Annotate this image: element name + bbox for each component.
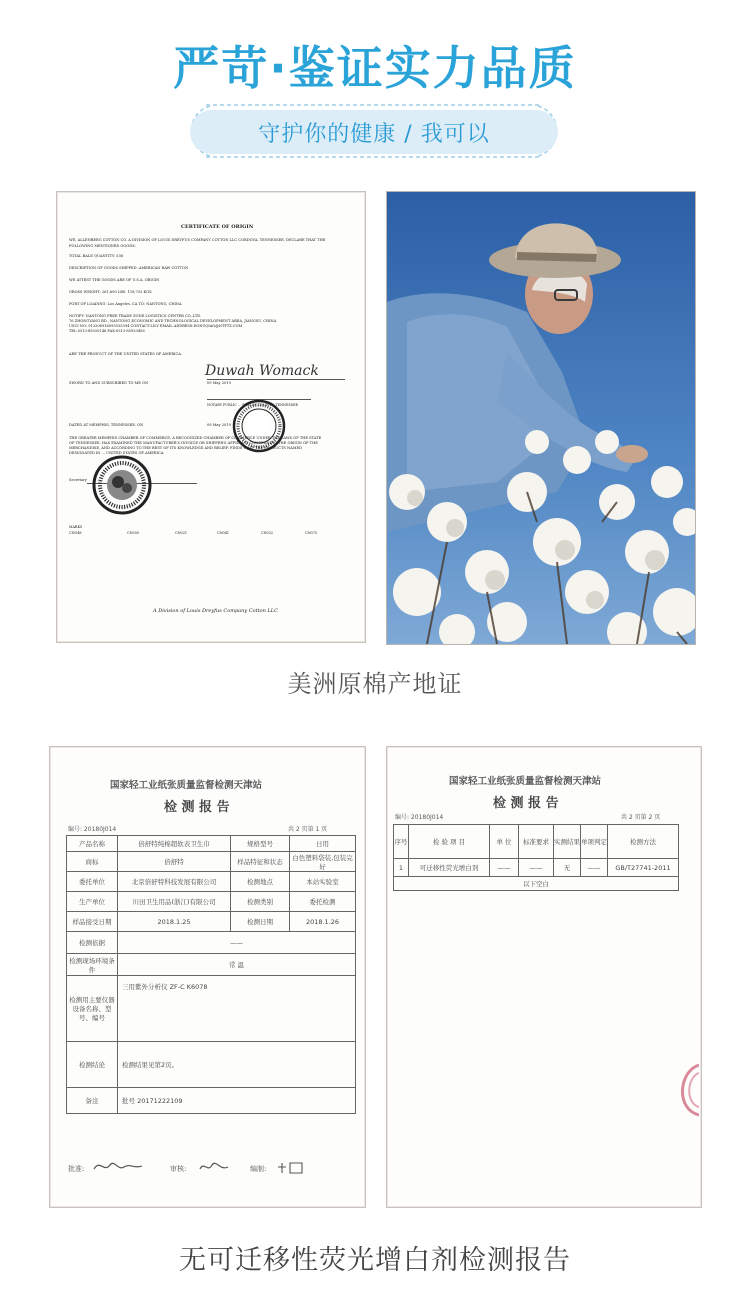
mark-code: CN075 [305, 531, 318, 535]
cert-line: PORT OF LOADING: Los Angeles, CA TO: NANTONG, CHINA [69, 302, 182, 306]
cert-line: GROSS WEIGHT: 261,690 LBS. 118,703 KGS. [69, 290, 153, 294]
cert-line: THE GREATER MEMPHIS CHAMBER OF COMMERCE, A RECOGNIZED CHAMBER OF COMMERCE UNDER THE LAWS OF THE STATE [69, 436, 322, 440]
report1-page-count: 共 2 页第 1 页 [288, 826, 328, 833]
subtitle-banner [176, 104, 572, 158]
table-header-cell: 序号 [394, 825, 409, 859]
cert-line: NOTIFY: NANTONG FREE TRADE ZONE LOGISTICS CENTER CO.,LTD. [69, 314, 202, 318]
table-row [67, 892, 356, 912]
report2-title: 检 测 报 告 [493, 796, 559, 811]
table-row [67, 954, 356, 976]
table-cell: 检测类别 [231, 892, 290, 912]
table-row [67, 932, 356, 954]
table-cell: 样品接受日期 [67, 912, 118, 932]
table-cell: 批号 20171222109 [118, 1088, 356, 1114]
test-report-page-2 [386, 746, 702, 1208]
table-header-cell: 检测方法 [608, 825, 679, 859]
certificate-footer: A Division of Louis Dreyfus Company Cotton LLC [153, 608, 278, 614]
cert-line: FOLLOWING MENTIONED GOODS: [69, 244, 136, 248]
table-cell: 检测日期 [231, 912, 290, 932]
mark-code: CNG48 [69, 531, 82, 535]
approve-label: 批准: [68, 1165, 85, 1173]
table-row [394, 877, 679, 891]
table-cell: 日用 [290, 836, 356, 852]
table-cell: —— [519, 859, 554, 877]
table-cell: 委托检测 [290, 892, 356, 912]
table-row [67, 912, 356, 932]
approver-signature [92, 1155, 144, 1177]
test-report-caption: 无可迁移性荧光增白剂检测报告 [179, 1245, 571, 1276]
cert-line: TOTAL BALE QUANTITY: 536 [69, 254, 124, 258]
report2-org: 国家轻工业纸张质量监督检测天津站 [449, 776, 602, 787]
table-cell: 北京倍舒特科技发展有限公司 [118, 872, 231, 892]
table-row [67, 852, 356, 872]
table-cell: 生产单位 [67, 892, 118, 912]
cert-line: ARE THE PRODUCT OF THE UNITED STATES OF AMERICA. [69, 352, 182, 356]
report1-table [66, 835, 356, 1114]
table-cell: 产品名称 [67, 836, 118, 852]
table-cell: 规格型号 [231, 836, 290, 852]
mark-code: CN021 [175, 531, 188, 535]
table-cell: —— [581, 859, 608, 877]
table-cell: 检测结论 [67, 1042, 118, 1088]
sworn-date: 09 May 2019 [207, 381, 231, 385]
table-cell: 商标 [67, 852, 118, 872]
compiler-signature [276, 1157, 306, 1177]
table-cell: 2018.1.25 [118, 912, 231, 932]
cert-line: WE, ALLENBERG COTTON CO. A DIVISION OF LOUIS DREYFUS COMPANY COTTON LLC CORDOVA, TENNESSEE, DECLARE THAT THE [69, 238, 326, 242]
cert-line: SWORN TO AND SUBSCRIBED TO ME ON [69, 381, 149, 385]
report2-table [393, 824, 679, 891]
table-cell: 备注 [67, 1088, 118, 1114]
table-cell: —— [118, 932, 356, 954]
table-cell: 检测地点 [231, 872, 290, 892]
subtitle-pill [190, 110, 558, 154]
report2-number: 编号: 20180J014 [395, 814, 444, 821]
table-cell: 白色塑料袋装,包装完好 [290, 852, 356, 872]
table-header-row [394, 825, 679, 859]
table-cell: —— [490, 859, 519, 877]
report1-number: 编号: 20180J014 [68, 826, 117, 833]
table-row [67, 872, 356, 892]
cotton-field-photo [386, 191, 696, 645]
table-cell: 倍舒特 [118, 852, 231, 872]
table-cell: 检测结果见第2页。 [118, 1042, 356, 1088]
table-cell: 倍舒特纯棉超软表卫生巾 [118, 836, 231, 852]
cert-line: WE ATTEST THE GOODS ARE OF U.S.A. ORIGIN [69, 278, 160, 282]
notary-text: NOTARY PUBLIC ... SHELBY COUNTY, TENNESSEE [207, 403, 299, 407]
review-label: 审核: [170, 1165, 187, 1173]
red-stamp-edge [669, 1063, 699, 1117]
table-cell: 样品特征和状态 [231, 852, 290, 872]
compile-label: 编制: [250, 1165, 267, 1173]
table-row [67, 976, 356, 1042]
subtitle-text: 守护你的健康 / 我可以 [258, 121, 490, 147]
certificate-heading: CERTIFICATE OF ORIGIN [181, 224, 254, 230]
table-header-cell: 实测结果 [554, 825, 581, 859]
cert-line: 76 ZHONGYANG RD., NANTONG ECONOMIC AND TECHNOLOGICAL DEVELOPMENT AREA, JIANGSU, CHINA [69, 319, 277, 323]
table-row [394, 859, 679, 877]
table-header-cell: 单项判定 [581, 825, 608, 859]
report2-page-count: 共 2 页第 2 页 [621, 814, 661, 821]
certificate-caption: 美洲原棉产地证 [287, 670, 463, 698]
reviewer-signature [198, 1157, 230, 1177]
table-cell: 无 [554, 859, 581, 877]
page-headline: 严苛·鉴证实力品质 [173, 41, 577, 95]
table-cell: 2018.1.26 [290, 912, 356, 932]
table-header-cell: 单 位 [490, 825, 519, 859]
table-cell: 川田卫生用品(浙江)有限公司 [118, 892, 231, 912]
signature-line [207, 379, 345, 380]
cert-line: DESCRIPTION OF GOODS SHIPPED: AMERICAN RAW COTTON [69, 266, 189, 270]
table-cell: 委托单位 [67, 872, 118, 892]
report1-org: 国家轻工业纸张质量监督检测天津站 [110, 780, 263, 791]
table-cell: 常 温 [118, 954, 356, 976]
cert-line: Secretary [69, 478, 87, 482]
cert-line: DATED AT MEMPHIS, TENNESSEE, ON [69, 423, 144, 427]
marks-label: MARKS [69, 525, 83, 529]
farmer-inspecting-cotton-image [387, 192, 695, 644]
dated-date: 09 May 2019 [207, 423, 231, 427]
table-cell: 检测依据 [67, 932, 118, 954]
test-report-page-1 [49, 746, 366, 1208]
table-cell: 检测现场环境条件 [67, 954, 118, 976]
report1-title: 检 测 报 告 [164, 800, 230, 815]
table-cell: 1 [394, 859, 409, 877]
table-header-cell: 标准要求 [519, 825, 554, 859]
table-cell: GB/T27741-2011 [608, 859, 679, 877]
cert-line: OF TENNESSEE, HAS EXAMINED THE MANUFACTURER'S INVOICE OR SHIPPER'S AFFIDAVIT CONCERNING THE ORIGIN OF THE [69, 441, 318, 445]
table-cell: 可迁移性荧光增白剂 [409, 859, 490, 877]
end-of-table-note: 以下空白 [394, 877, 679, 891]
cert-line: MERCHANDISE, AND ACCORDING TO THE BEST OF ITS KNOWLEDGE AND BELIEF, FINDS THAT THE PRODUCTS NAMED [69, 446, 302, 450]
table-cell: 检测用主要仪器设备名称、型号、编号 [67, 976, 118, 1042]
cert-line: TEL:0513-85920146 FAX:0513-85920456 [69, 329, 145, 333]
cert-line: DESIGNATED IN ... UNITED STATES OF AMERICA. [69, 451, 165, 455]
table-row [67, 1088, 356, 1114]
mark-code: CN041 [217, 531, 230, 535]
table-cell: 三用紫外分析仪 ZF-C K6078 [118, 976, 356, 1042]
table-header-cell: 检 验 项 目 [409, 825, 490, 859]
mark-code: CN032 [261, 531, 274, 535]
table-cell: 本站实验室 [290, 872, 356, 892]
table-row [67, 1042, 356, 1088]
certificate-of-origin-document [56, 191, 366, 643]
cert-line: USCI NO: 913206916093535394 CONTACT:LILY EMAIL ADDRESS:DONGQIAO@NTFTZ.COM [69, 324, 243, 328]
chamber-of-commerce-seal [91, 454, 153, 516]
mark-code: CN050 [127, 531, 140, 535]
signature: Duwah Womack [205, 363, 319, 379]
table-row [67, 836, 356, 852]
